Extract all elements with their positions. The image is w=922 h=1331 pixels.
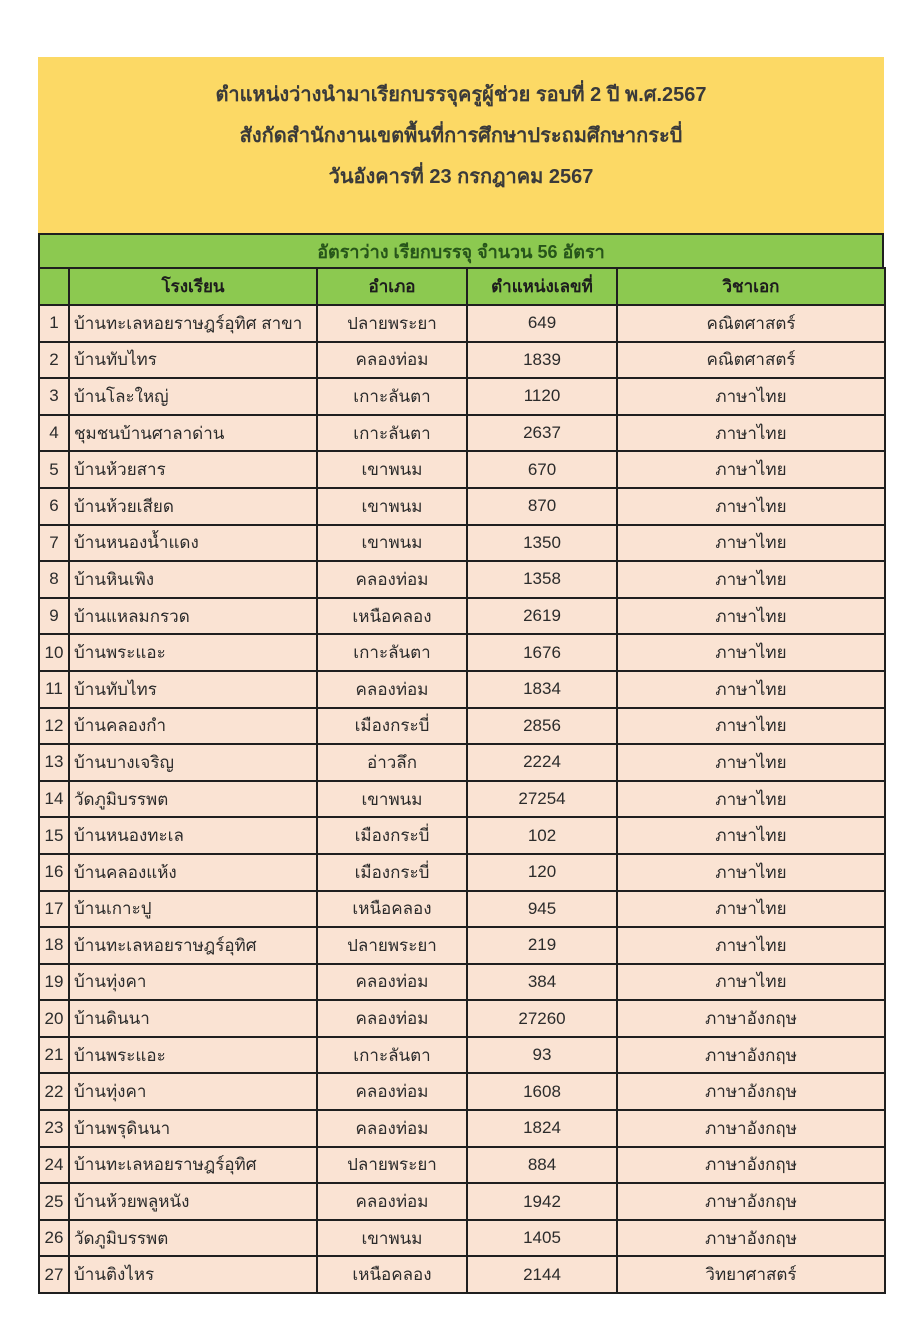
major-subject: ภาษาไทย [617, 525, 885, 562]
header-position-number: ตำแหน่งเลขที่ [467, 268, 617, 305]
row-number: 7 [39, 525, 69, 562]
school-name: บ้านทับไทร [69, 342, 317, 379]
table-row [39, 1073, 885, 1110]
school-name: บ้านทุ่งคา [69, 1073, 317, 1110]
district-name: เขาพนม [317, 525, 467, 562]
school-name: บ้านทุ่งคา [69, 964, 317, 1001]
vacancy-summary-label: อัตราว่าง เรียกบรรจุ จำนวน 56 อัตรา [317, 241, 605, 262]
row-number: 11 [39, 671, 69, 708]
district-name: เมืองกระบี่ [317, 817, 467, 854]
district-name: คลองท่อม [317, 964, 467, 1001]
school-name: บ้านหินเพิง [69, 561, 317, 598]
major-subject: ภาษาไทย [617, 671, 885, 708]
row-number: 18 [39, 927, 69, 964]
row-number: 21 [39, 1037, 69, 1074]
table-row [39, 1147, 885, 1184]
title-line-3: วันอังคารที่ 23 กรกฎาคม 2567 [328, 166, 594, 188]
title-line-1: ตำแหน่งว่างนำมาเรียกบรรจุครูผู้ช่วย รอบที่ 2 ปี พ.ศ.2567 [215, 84, 707, 106]
position-number: 1839 [467, 342, 617, 379]
row-number: 24 [39, 1147, 69, 1184]
table-row [39, 634, 885, 671]
row-number: 25 [39, 1183, 69, 1220]
position-number: 93 [467, 1037, 617, 1074]
district-name: คลองท่อม [317, 1000, 467, 1037]
major-subject: ภาษาไทย [617, 744, 885, 781]
district-name: เมืองกระบี่ [317, 708, 467, 745]
major-subject: ภาษาอังกฤษ [617, 1073, 885, 1110]
major-subject: ภาษาไทย [617, 598, 885, 635]
district-name: เหนือคลอง [317, 891, 467, 928]
position-number: 2856 [467, 708, 617, 745]
row-number: 20 [39, 1000, 69, 1037]
position-number: 945 [467, 891, 617, 928]
title-line-2: สังกัดสำนักงานเขตพื้นที่การศึกษาประถมศึกษากระบี่ [239, 125, 683, 147]
table-row [39, 1000, 885, 1037]
school-name: บ้านเกาะปู [69, 891, 317, 928]
school-name: บ้านหนองทะเล [69, 817, 317, 854]
position-number: 1350 [467, 525, 617, 562]
header-major-subject: วิชาเอก [617, 268, 885, 305]
school-name: วัดภูมิบรรพต [69, 781, 317, 818]
district-name: เขาพนม [317, 781, 467, 818]
district-name: เกาะลันตา [317, 1037, 467, 1074]
major-subject: คณิตศาสตร์ [617, 305, 885, 342]
major-subject: ภาษาไทย [617, 854, 885, 891]
table-row [39, 854, 885, 891]
table-row [39, 1256, 885, 1293]
table-header-row [39, 268, 885, 305]
district-name: ปลายพระยา [317, 927, 467, 964]
vacancy-table [38, 267, 886, 1294]
major-subject: ภาษาไทย [617, 378, 885, 415]
row-number: 1 [39, 305, 69, 342]
school-name: บ้านบางเจริญ [69, 744, 317, 781]
school-name: บ้านหนองน้ำแดง [69, 525, 317, 562]
table-row [39, 817, 885, 854]
district-name: เหนือคลอง [317, 1256, 467, 1293]
school-name: บ้านคลองแห้ง [69, 854, 317, 891]
school-name: บ้านดินนา [69, 1000, 317, 1037]
district-name: คลองท่อม [317, 1183, 467, 1220]
row-number: 16 [39, 854, 69, 891]
position-number: 2637 [467, 415, 617, 452]
major-subject: คณิตศาสตร์ [617, 342, 885, 379]
school-name: ชุมชนบ้านศาลาด่าน [69, 415, 317, 452]
header-school: โรงเรียน [69, 268, 317, 305]
row-number: 15 [39, 817, 69, 854]
school-name: บ้านพรุดินนา [69, 1110, 317, 1147]
row-number: 22 [39, 1073, 69, 1110]
district-name: คลองท่อม [317, 1110, 467, 1147]
school-name: บ้านห้วยเสียด [69, 488, 317, 525]
major-subject: ภาษาอังกฤษ [617, 1147, 885, 1184]
school-name: บ้านห้วยสาร [69, 451, 317, 488]
school-name: บ้านพระแอะ [69, 1037, 317, 1074]
district-name: เขาพนม [317, 451, 467, 488]
major-subject: ภาษาอังกฤษ [617, 1183, 885, 1220]
header-row-number [39, 268, 69, 305]
district-name: คลองท่อม [317, 342, 467, 379]
table-row [39, 1110, 885, 1147]
major-subject: ภาษาไทย [617, 488, 885, 525]
major-subject: ภาษาอังกฤษ [617, 1000, 885, 1037]
school-name: วัดภูมิบรรพต [69, 1220, 317, 1257]
school-name: บ้านติงไหร [69, 1256, 317, 1293]
district-name: คลองท่อม [317, 561, 467, 598]
school-name: บ้านทะเลหอยราษฎร์อุทิศ [69, 927, 317, 964]
row-number: 4 [39, 415, 69, 452]
row-number: 13 [39, 744, 69, 781]
major-subject: ภาษาไทย [617, 708, 885, 745]
position-number: 649 [467, 305, 617, 342]
position-number: 120 [467, 854, 617, 891]
district-name: เกาะลันตา [317, 634, 467, 671]
district-name: คลองท่อม [317, 1073, 467, 1110]
position-number: 1676 [467, 634, 617, 671]
district-name: ปลายพระยา [317, 1147, 467, 1184]
position-number: 1834 [467, 671, 617, 708]
table-row [39, 927, 885, 964]
row-number: 8 [39, 561, 69, 598]
school-name: บ้านทะเลหอยราษฎร์อุทิศ [69, 1147, 317, 1184]
position-number: 27260 [467, 1000, 617, 1037]
table-row [39, 671, 885, 708]
district-name: เกาะลันตา [317, 415, 467, 452]
district-name: คลองท่อม [317, 671, 467, 708]
position-number: 27254 [467, 781, 617, 818]
position-number: 102 [467, 817, 617, 854]
row-number: 12 [39, 708, 69, 745]
major-subject: ภาษาไทย [617, 561, 885, 598]
district-name: เขาพนม [317, 488, 467, 525]
major-subject: ภาษาไทย [617, 964, 885, 1001]
school-name: บ้านพระแอะ [69, 634, 317, 671]
position-number: 219 [467, 927, 617, 964]
major-subject: ภาษาไทย [617, 415, 885, 452]
major-subject: ภาษาอังกฤษ [617, 1110, 885, 1147]
district-name: เมืองกระบี่ [317, 854, 467, 891]
school-name: บ้านแหลมกรวด [69, 598, 317, 635]
position-number: 670 [467, 451, 617, 488]
row-number: 14 [39, 781, 69, 818]
table-row [39, 598, 885, 635]
position-number: 1824 [467, 1110, 617, 1147]
major-subject: ภาษาไทย [617, 817, 885, 854]
major-subject: ภาษาอังกฤษ [617, 1037, 885, 1074]
position-number: 884 [467, 1147, 617, 1184]
school-name: บ้านห้วยพลูหนัง [69, 1183, 317, 1220]
table-row [39, 891, 885, 928]
row-number: 6 [39, 488, 69, 525]
position-number: 1608 [467, 1073, 617, 1110]
row-number: 23 [39, 1110, 69, 1147]
table-row [39, 708, 885, 745]
table-row [39, 781, 885, 818]
district-name: เขาพนม [317, 1220, 467, 1257]
table-row [39, 378, 885, 415]
table-row [39, 451, 885, 488]
school-name: บ้านทับไทร [69, 671, 317, 708]
district-name: เหนือคลอง [317, 598, 467, 635]
position-number: 1358 [467, 561, 617, 598]
district-name: เกาะลันตา [317, 378, 467, 415]
title-banner [38, 57, 884, 233]
position-number: 870 [467, 488, 617, 525]
major-subject: ภาษาไทย [617, 634, 885, 671]
major-subject: ภาษาไทย [617, 451, 885, 488]
position-number: 384 [467, 964, 617, 1001]
position-number: 2224 [467, 744, 617, 781]
major-subject: ภาษาไทย [617, 927, 885, 964]
row-number: 17 [39, 891, 69, 928]
major-subject: วิทยาศาสตร์ [617, 1256, 885, 1293]
district-name: อ่าวลึก [317, 744, 467, 781]
row-number: 5 [39, 451, 69, 488]
row-number: 10 [39, 634, 69, 671]
table-row [39, 561, 885, 598]
table-row [39, 1220, 885, 1257]
table-row [39, 1183, 885, 1220]
row-number: 27 [39, 1256, 69, 1293]
school-name: บ้านทะเลหอยราษฎร์อุทิศ สาขา [69, 305, 317, 342]
position-number: 1405 [467, 1220, 617, 1257]
table-row [39, 525, 885, 562]
district-name: ปลายพระยา [317, 305, 467, 342]
position-number: 2144 [467, 1256, 617, 1293]
position-number: 1120 [467, 378, 617, 415]
table-row [39, 1037, 885, 1074]
row-number: 26 [39, 1220, 69, 1257]
table-row [39, 415, 885, 452]
header-district: อำเภอ [317, 268, 467, 305]
table-row [39, 488, 885, 525]
table-row [39, 744, 885, 781]
major-subject: ภาษาไทย [617, 781, 885, 818]
table-row [39, 342, 885, 379]
table-row [39, 964, 885, 1001]
table-row [39, 305, 885, 342]
vacancy-summary-bar [38, 233, 884, 269]
position-number: 1942 [467, 1183, 617, 1220]
position-number: 2619 [467, 598, 617, 635]
row-number: 19 [39, 964, 69, 1001]
school-name: บ้านคลองกำ [69, 708, 317, 745]
major-subject: ภาษาอังกฤษ [617, 1220, 885, 1257]
row-number: 9 [39, 598, 69, 635]
row-number: 3 [39, 378, 69, 415]
school-name: บ้านโละใหญ่ [69, 378, 317, 415]
major-subject: ภาษาไทย [617, 891, 885, 928]
row-number: 2 [39, 342, 69, 379]
